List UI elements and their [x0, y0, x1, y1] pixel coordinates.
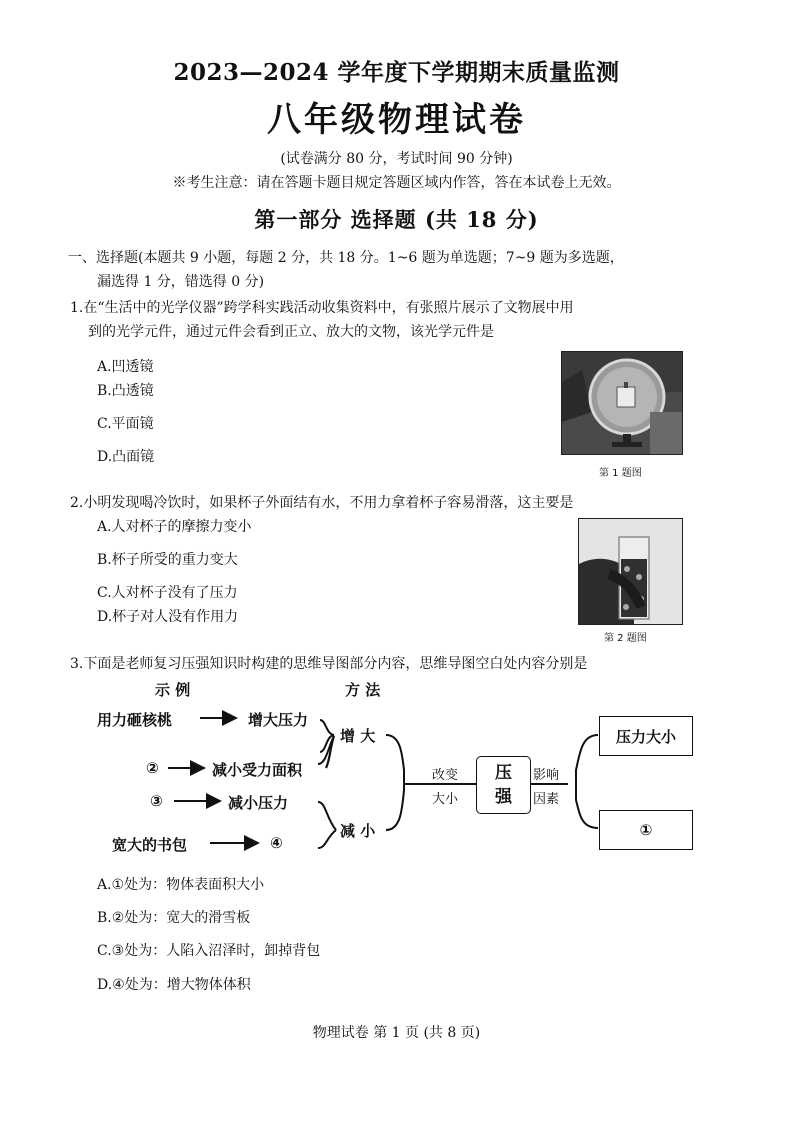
- q1-option-a: A.凹透镜: [97, 359, 154, 375]
- mindmap-center-line2: 强: [495, 787, 512, 807]
- q1-stem-line2: 到的光学元件，通过元件会看到正立、放大的文物，该光学元件是: [88, 324, 494, 340]
- q2-option-b: B.杯子所受的重力变大: [97, 552, 238, 568]
- part-title: 第一部分 选择题 (共 18 分): [254, 207, 539, 232]
- exam-notice: ※考生注意：请在答题卡题目规定答题区域内作答，答在本试卷上无效。: [172, 175, 621, 191]
- mindmap-header-method: 方 法: [345, 681, 381, 699]
- mindmap-example-2: ②: [146, 759, 159, 777]
- q2-glass-photo: [578, 518, 683, 625]
- q2-figure-caption: 第 2 题图: [604, 633, 647, 644]
- q1-figure-caption: 第 1 题图: [599, 468, 642, 479]
- q1-option-b: B.凸透镜: [97, 383, 154, 399]
- instructions-line1: 一、选择题(本题共 9 小题，每题 2 分，共 18 分。1~6 题为单选题；7~9 题为多选题，: [68, 250, 624, 266]
- mindmap-example-4: 宽大的书包: [112, 836, 188, 854]
- mindmap-factor-line1: 影响: [533, 768, 560, 783]
- mindmap-box-blank: ①: [599, 810, 693, 850]
- q3-option-d: D.④处为：增大物体体积: [97, 977, 251, 993]
- mindmap-example-3: ③: [150, 792, 163, 810]
- q2-option-a: A.人对杯子的摩擦力变小: [97, 519, 252, 535]
- exam-subtitle: (试卷满分 80 分，考试时间 90 分钟): [280, 151, 513, 167]
- exam-title-line2: 八年级物理试卷: [267, 100, 526, 140]
- q3-option-b: B.②处为：宽大的滑雪板: [97, 910, 251, 926]
- q2-option-c: C.人对杯子没有了压力: [97, 585, 238, 601]
- exam-title-line1: 2023—2024 学年度下学期期末质量监测: [173, 59, 620, 86]
- mindmap-header-example: 示 例: [155, 681, 191, 699]
- instructions-line2: 漏选得 1 分，错选得 0 分): [97, 274, 265, 290]
- mindmap-method-4: ④: [270, 834, 283, 852]
- mindmap-decrease: 减 小: [340, 822, 376, 840]
- q1-stem-line1: 1.在“生活中的光学仪器”跨学科实践活动收集资料中，有张照片展示了文物展中用: [70, 300, 574, 316]
- q2-stem-line1: 2.小明发现喝冷饮时，如果杯子外面结有水，不用力拿着杯子容易滑落，这主要是: [70, 495, 574, 511]
- q3-option-c: C.③处为：人陷入沼泽时，卸掉背包: [97, 943, 321, 959]
- page-footer: 物理试卷 第 1 页 (共 8 页): [312, 1025, 481, 1041]
- q1-magnifier-photo: [561, 351, 683, 455]
- q3-stem-line1: 3.下面是老师复习压强知识时构建的思维导图部分内容，思维导图空白处内容分别是: [70, 656, 588, 672]
- q1-option-d: D.凸面镜: [97, 449, 155, 465]
- mindmap-factor-line2: 因素: [533, 792, 560, 807]
- mindmap-change-line2: 大小: [432, 792, 459, 807]
- mindmap-increase: 增 大: [340, 727, 376, 745]
- mindmap-box-force: 压力大小: [599, 716, 693, 756]
- q2-option-d: D.杯子对人没有作用力: [97, 609, 239, 625]
- mindmap-method-2: 减小受力面积: [212, 761, 303, 779]
- q3-option-a: A.①处为：物体表面积大小: [97, 877, 265, 893]
- mindmap-method-3: 减小压力: [228, 794, 289, 812]
- q1-option-c: C.平面镜: [97, 416, 154, 432]
- mindmap-method-1: 增大压力: [248, 711, 309, 729]
- mindmap-center-line1: 压: [495, 763, 512, 783]
- mindmap-example-1: 用力砸核桃: [97, 711, 173, 729]
- mindmap-center-pressure: [476, 756, 531, 814]
- mindmap-change-line1: 改变: [432, 768, 459, 783]
